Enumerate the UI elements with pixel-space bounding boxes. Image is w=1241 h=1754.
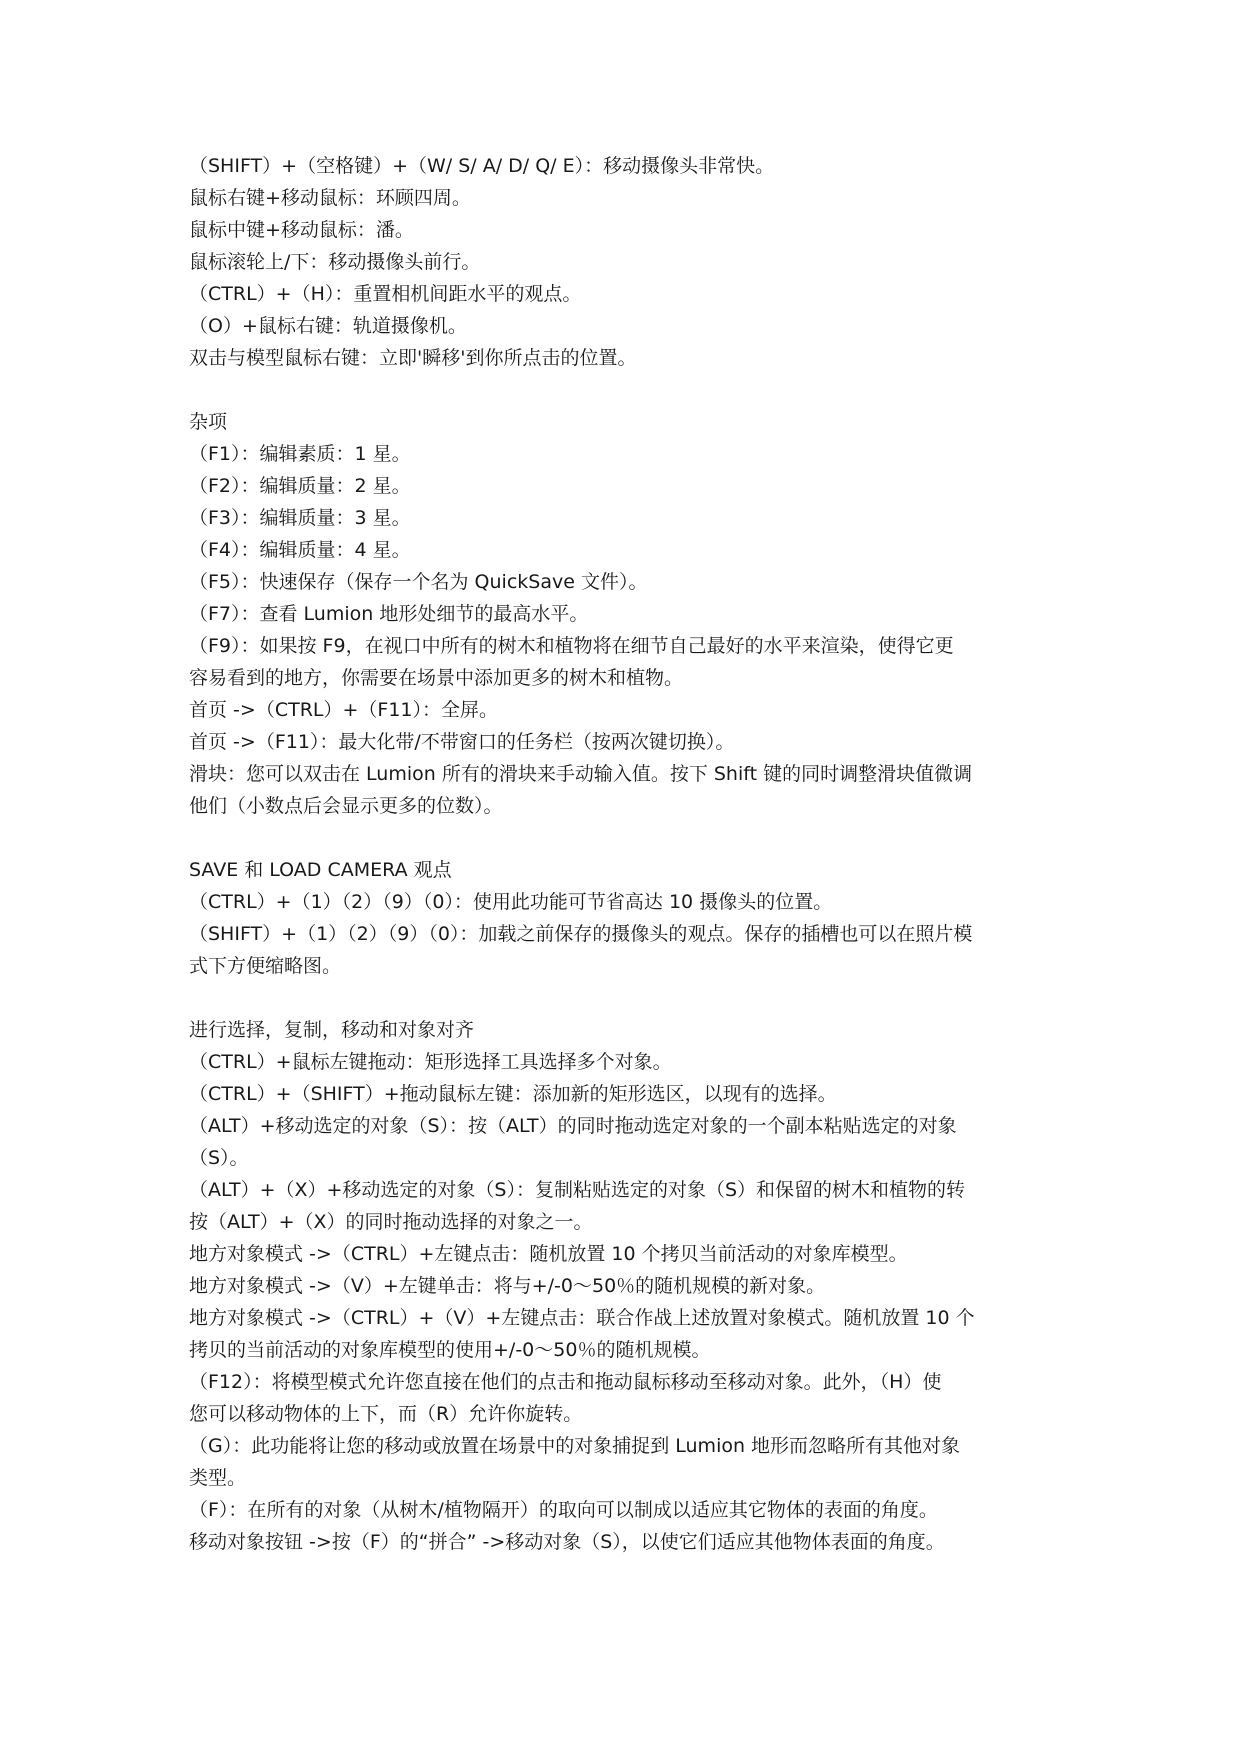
text-line: （F4）：编辑质量：4 星。 <box>189 539 411 561</box>
text-line: 首页 ->（CTRL）+（F11）：全屏。 <box>189 699 499 721</box>
text-line: 鼠标中键+移动鼠标：潘。 <box>189 219 414 241</box>
text-line: （ALT）+移动选定的对象（S）：按（ALT）的同时拖动选定对象的一个副本粘贴选定的对象 <box>189 1115 957 1137</box>
paragraph-gap <box>189 374 1079 406</box>
text-line: 鼠标滚轮上/下：移动摄像头前行。 <box>189 251 481 273</box>
text-line: 按（ALT）+（X）的同时拖动选择的对象之一。 <box>189 1211 593 1233</box>
text-line: 地方对象模式 ->（CTRL）+（V）+左键点击：联合作战上述放置对象模式。随机放置 10 个 <box>189 1307 975 1329</box>
text-line: （F）：在所有的对象（从树木/植物隔开）的取向可以制成以适应其它物体的表面的角度。 <box>189 1499 938 1521</box>
text-line: （O）+鼠标右键：轨道摄像机。 <box>189 315 467 337</box>
text-line: （CTRL）+鼠标左键拖动：矩形选择工具选择多个对象。 <box>189 1051 672 1073</box>
text-line: 式下方便缩略图。 <box>189 955 342 977</box>
text-line: （CTRL）+（H）：重置相机间距水平的观点。 <box>189 283 582 305</box>
text-line: （F2）：编辑质量：2 星。 <box>189 475 411 497</box>
text-line: （F1）：编辑素质：1 星。 <box>189 443 411 465</box>
section-heading: 进行选择，复制，移动和对象对齐 <box>189 1019 475 1041</box>
text-line: 移动对象按钮 ->按（F）的“拼合” ->移动对象（S），以使它们适应其他物体表面的角度。 <box>189 1531 945 1553</box>
text-line: （SHIFT）+（1）（2）（9）（0）：加载之前保存的摄像头的观点。保存的插槽也可以在照片模 <box>189 923 973 945</box>
text-line: （CTRL）+（1）（2）（9）（0）：使用此功能可节省高达 10 摄像头的位置。 <box>189 891 833 913</box>
text-line: （F12）：将模型模式允许您直接在他们的点击和拖动鼠标移动至移动对象。此外，（H）使 <box>189 1371 942 1393</box>
text-line: （G）：此功能将让您的移动或放置在场景中的对象捕捉到 Lumion 地形而忽略所有其他对象 <box>189 1435 961 1457</box>
text-line: 双击与模型鼠标右键：立即'瞬移'到你所点击的位置。 <box>189 347 637 369</box>
text-line: （SHIFT）+（空格键）+（W/ S/ A/ D/ Q/ E）：移动摄像头非常快。 <box>189 155 775 177</box>
text-line: 鼠标右键+移动鼠标：环顾四周。 <box>189 187 471 209</box>
text-line: （F9）：如果按 F9，在视口中所有的树木和植物将在细节自己最好的水平来渲染，使得它更 <box>189 635 954 657</box>
text-line: 滑块：您可以双击在 Lumion 所有的滑块来手动输入值。按下 Shift 键的同时调整滑块值微调 <box>189 763 973 785</box>
section-heading: 杂项 <box>189 411 228 433</box>
text-line: 地方对象模式 ->（CTRL）+左键点击：随机放置 10 个拷贝当前活动的对象库模型。 <box>189 1243 908 1265</box>
text-line: （CTRL）+（SHIFT）+拖动鼠标左键：添加新的矩形选区，以现有的选择。 <box>189 1083 837 1105</box>
text-line: 容易看到的地方，你需要在场景中添加更多的树木和植物。 <box>189 667 684 689</box>
text-line: 他们（小数点后会显示更多的位数）。 <box>189 795 503 817</box>
text-line: 地方对象模式 ->（V）+左键单击：将与+/-0～50％的随机规模的新对象。 <box>189 1275 826 1297</box>
text-line: （F7）：查看 Lumion 地形处细节的最高水平。 <box>189 603 589 625</box>
text-line: （F5）：快速保存（保存一个名为 QuickSave 文件）。 <box>189 571 648 593</box>
text-line: （S）。 <box>189 1147 249 1169</box>
paragraph-gap <box>189 822 1079 854</box>
text-line: 首页 ->（F11）：最大化带/不带窗口的任务栏（按两次键切换）。 <box>189 731 735 753</box>
paragraph-gap <box>189 982 1079 1014</box>
text-line: 拷贝的当前活动的对象库模型的使用+/-0～50％的随机规模。 <box>189 1339 711 1361</box>
text-line: 类型。 <box>189 1467 247 1489</box>
text-line: （ALT）+（X）+移动选定的对象（S）：复制粘贴选定的对象（S）和保留的树木和植物的转 <box>189 1179 966 1201</box>
document-page <box>189 150 1079 1558</box>
text-line: （F3）：编辑质量：3 星。 <box>189 507 411 529</box>
text-line: 您可以移动物体的上下，而（R）允许你旋转。 <box>189 1403 583 1425</box>
section-heading: SAVE 和 LOAD CAMERA 观点 <box>189 859 452 881</box>
